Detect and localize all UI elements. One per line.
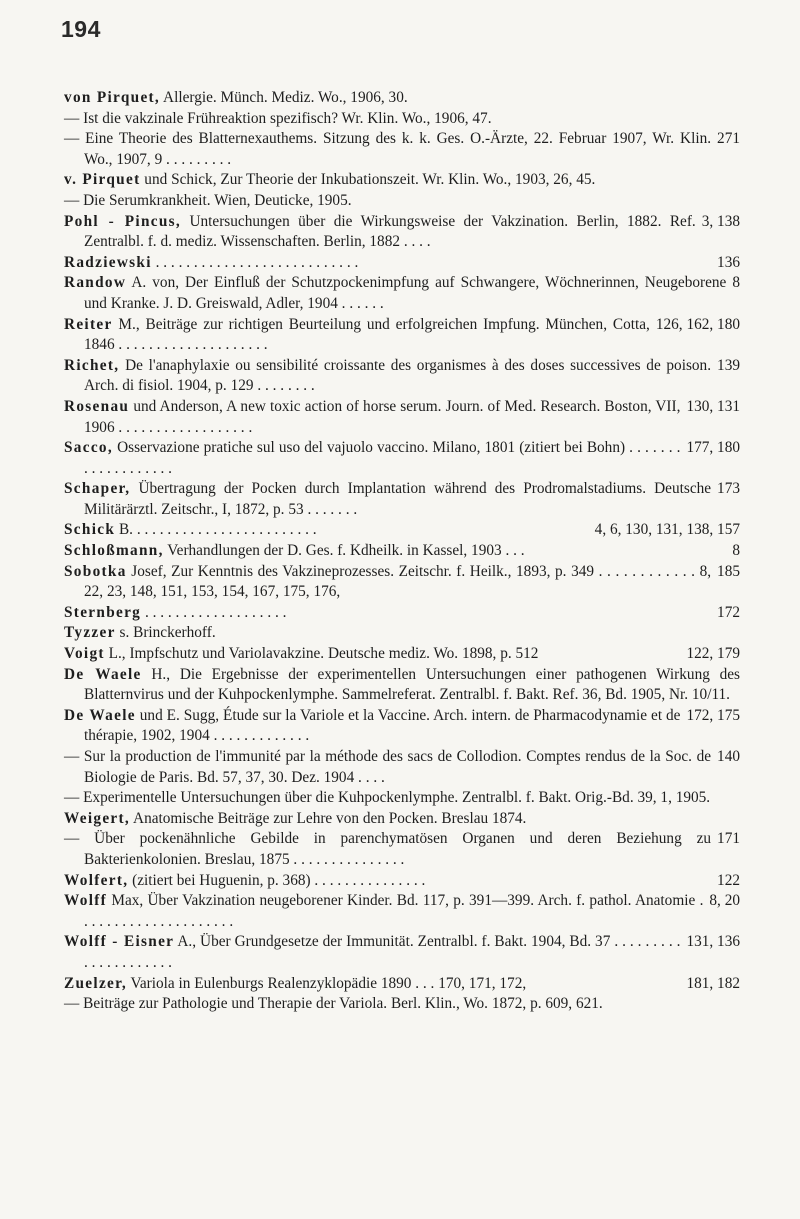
entry-text: L., Impfschutz und Variolavakzine. Deutsche mediz. Wo. 1898, p. 512 xyxy=(104,645,539,663)
entry-author: Sacco, xyxy=(64,439,114,457)
entry-pages: 136 xyxy=(717,253,740,271)
entry-author: Wolff xyxy=(64,892,108,910)
bibliography-entry xyxy=(64,212,740,253)
bibliography-entry xyxy=(64,932,740,973)
entry-text: Verhandlungen der D. Ges. f. Kdheilk. in Kassel, 1903 . . . xyxy=(163,542,525,560)
bibliography-entry xyxy=(64,994,740,1015)
bibliography-entry xyxy=(64,129,740,170)
entry-text: . . . . . . . . . . . . . . . . . . . . . . . . . . . xyxy=(151,253,359,271)
entry-text: A., Über Grundgesetze der Immunität. Zentralbl. f. Bakt. 1904, Bd. 37 . . . . . . . . . . . . . . . . . . . . . xyxy=(84,933,681,971)
bibliography-entry xyxy=(64,520,740,541)
entry-pages: 8 xyxy=(732,542,740,560)
bibliography-entry xyxy=(64,829,740,870)
bibliography-entry xyxy=(64,479,740,520)
entry-text: — Experimentelle Untersuchungen über die Kuhpockenlymphe. Zentralbl. f. Bakt. Orig.-Bd. 39, 1, 1905. xyxy=(64,789,711,807)
entry-pages: 3, 138 xyxy=(701,212,740,230)
entry-author: v. Pirquet xyxy=(64,171,141,189)
entry-text: — Eine Theorie des Blatternexauthems. Sitzung des k. k. Ges. O.-Ärzte, 22. Februar 1907, Wr. Klin. Wo., 1907, 9 . . . . . . . . . xyxy=(64,130,712,168)
bibliography-entry xyxy=(64,170,740,191)
entry-pages: 122, 179 xyxy=(686,645,740,663)
bibliography-entry xyxy=(64,706,740,747)
entry-author: Rosenau xyxy=(64,397,130,415)
entry-text: Übertragung der Pocken durch Implantation während des Prodromalstadiums. Deutsche Militärärztl. Zeitschr., I, 1872, p. 53 . . . . . . . xyxy=(84,480,712,518)
entry-pages: 171 xyxy=(717,830,740,848)
bibliography-entry xyxy=(64,109,740,130)
entry-text: und Anderson, A new toxic action of horse serum. Journ. of Med. Research. Boston, VII, 1906 . . . . . . . . . . . . . . . . . . xyxy=(84,397,681,436)
entry-author: Radziewski xyxy=(64,253,152,271)
bibliography-entry xyxy=(64,191,740,212)
entry-pages: 172, 175 xyxy=(686,706,740,724)
bibliography-entry xyxy=(64,974,740,995)
entry-text: und Schick, Zur Theorie der Inkubationszeit. Wr. Klin. Wo., 1903, 26, 45. xyxy=(140,171,596,189)
entry-text: — Sur la production de l'immunité par la méthode des sacs de Collodion. Comptes rendus de la Soc. de Biologie de Paris. Bd. 57, 37, 30. Dez. 1904 . . . . xyxy=(64,748,712,786)
entry-text: — Die Serumkrankheit. Wien, Deuticke, 1905. xyxy=(64,191,352,209)
entry-author: Sobotka xyxy=(64,562,127,580)
entry-pages: 139 xyxy=(717,356,740,374)
bibliography-entry xyxy=(64,273,740,314)
entry-author: Schick xyxy=(64,521,116,539)
entry-text: — Über pockenähnliche Gebilde in parenchymatösen Organen und deren Beziehung zu Bakterienkolonien. Breslau, 1875 . . . . . . . . . . . . . . . xyxy=(64,830,712,868)
entry-text: Max, Über Vakzination neugeborener Kinder. Bd. 117, p. 391—399. Arch. f. pathol. Anatomie . . . . . . . . . . . . . . . . . . . . . xyxy=(84,892,704,930)
entry-text: H., Die Ergebnisse der experimentellen Untersuchungen einer pathogenen Wirkung des Blatternvirus und der Kuhpockenlymphe. Sammelreferat. Zentralbl. f. Bakt. Ref. 36, Bd. 1905, Nr. 10/11. xyxy=(84,665,740,704)
bibliography-entry xyxy=(64,623,740,644)
entry-pages: 131, 136 xyxy=(686,933,740,951)
entry-author: Schaper, xyxy=(64,480,131,498)
entry-author: Voigt xyxy=(64,645,105,663)
entry-text: De l'anaphylaxie ou sensibilité croissante des organismes à des doses successives de poison. Arch. di fisiol. 1904, p. 129 . . . . . . . . xyxy=(84,356,712,395)
entry-text: — Ist die vakzinale Frühreaktion spezifisch? Wr. Klin. Wo., 1906, 47. xyxy=(64,109,492,127)
bibliography-entry xyxy=(64,88,740,109)
entry-text: (zitiert bei Huguenin, p. 368) . . . . . . . . . . . . . . . xyxy=(128,871,426,889)
entry-pages: 130, 131 xyxy=(686,397,740,415)
entry-author: Zuelzer, xyxy=(64,974,127,992)
entry-author: Richet, xyxy=(64,356,120,374)
entry-author: Wolff - Eisner xyxy=(64,933,175,951)
bibliography-entry xyxy=(64,788,740,809)
entry-author: Wolfert, xyxy=(64,871,129,889)
bibliography-entry xyxy=(64,356,740,397)
entry-text: Josef, Zur Kenntnis des Vakzineprozesses. Zeitschr. f. Heilk., 1893, p. 349 . . . . . . . . . . . . 8, 22, 23, 148, 151, 153, 154, 167, 175, 176, xyxy=(84,562,712,601)
entry-author: De Waele xyxy=(64,665,142,683)
entry-text: — Beiträge zur Pathologie und Therapie der Variola. Berl. Klin., Wo. 1872, p. 609, 621. xyxy=(64,995,603,1013)
bibliography-list xyxy=(64,88,740,1015)
entry-pages: 177, 180 xyxy=(686,439,740,457)
entry-text: s. Brinckerhoff. xyxy=(115,624,216,642)
entry-author: De Waele xyxy=(64,706,136,724)
bibliography-entry xyxy=(64,891,740,932)
entry-author: Reiter xyxy=(64,315,113,333)
bibliography-entry xyxy=(64,665,740,706)
bibliography-entry xyxy=(64,315,740,356)
entry-pages: 8 xyxy=(732,274,740,292)
entry-text: und E. Sugg, Étude sur la Variole et la Vaccine. Arch. intern. de Pharmacodynamie et de thérapie, 1902, 1904 . . . . . . . . . . . . . xyxy=(84,706,681,745)
page-number: 194 xyxy=(61,16,101,42)
bibliography-entry xyxy=(64,747,740,788)
bibliography-entry xyxy=(64,438,740,479)
entry-author: Schloßmann, xyxy=(64,542,164,560)
entry-text: Variola in Eulenburgs Realenzyklopädie 1890 . . . 170, 171, 172, xyxy=(126,974,527,992)
entry-pages: 181, 182 xyxy=(686,974,740,992)
entry-text: A. von, Der Einfluß der Schutzpockenimpfung auf Schwangere, Wöchnerinnen, Neugeborene und Kranke. J. D. Greiswald, Adler, 1904 . . . . . . xyxy=(84,274,727,312)
bibliography-entry xyxy=(64,397,740,438)
bibliography-entry xyxy=(64,809,740,830)
entry-author: Sternberg xyxy=(64,603,142,621)
entry-text: . . . . . . . . . . . . . . . . . . . xyxy=(141,603,287,621)
entry-pages: 8, 20 xyxy=(709,892,740,910)
entry-pages: 122 xyxy=(717,871,740,889)
entry-pages: 4, 6, 130, 131, 138, 157 xyxy=(594,521,740,539)
bibliography-entry xyxy=(64,541,740,562)
entry-text: Allergie. Münch. Mediz. Wo., 1906, 30. xyxy=(160,89,408,106)
entry-author: Tyzzer xyxy=(64,624,116,642)
entry-author: Weigert, xyxy=(64,809,131,827)
bibliography-entry xyxy=(64,871,740,892)
entry-author: von Pirquet, xyxy=(64,89,161,106)
entry-pages: 185 xyxy=(717,562,740,580)
entry-pages: 140 xyxy=(717,748,740,765)
entry-pages: 126, 162, 180 xyxy=(655,315,740,333)
entry-text: B. . . . . . . . . . . . . . . . . . . . . . . . . xyxy=(115,521,317,539)
entry-text: Osservazione pratiche sul uso del vajuolo vaccino. Milano, 1801 (zitiert bei Bohn) . . . . . . . . . . . . . . . . . . . xyxy=(84,439,681,477)
entry-pages: 172 xyxy=(717,603,740,621)
entry-pages: 271 xyxy=(717,130,740,148)
bibliography-entry xyxy=(64,644,740,665)
bibliography-entry xyxy=(64,562,740,603)
entry-pages: 173 xyxy=(717,480,740,498)
entry-author: Pohl - Pincus, xyxy=(64,212,182,230)
bibliography-entry xyxy=(64,253,740,274)
entry-text: M., Beiträge zur richtigen Beurteilung und erfolgreichen Impfung. München, Cotta, 1846 . . . . . . . . . . . . . . . . . . . . xyxy=(84,315,650,354)
entry-text: Anatomische Beiträge zur Lehre von den Pocken. Breslau 1874. xyxy=(130,809,527,827)
entry-text: Untersuchungen über die Wirkungsweise der Vakzination. Berlin, 1882. Ref. Zentralbl. f. d. mediz. Wissenschaften. Berlin, 1882 . . . . xyxy=(84,212,696,251)
entry-author: Randow xyxy=(64,274,127,292)
bibliography-entry xyxy=(64,603,740,624)
